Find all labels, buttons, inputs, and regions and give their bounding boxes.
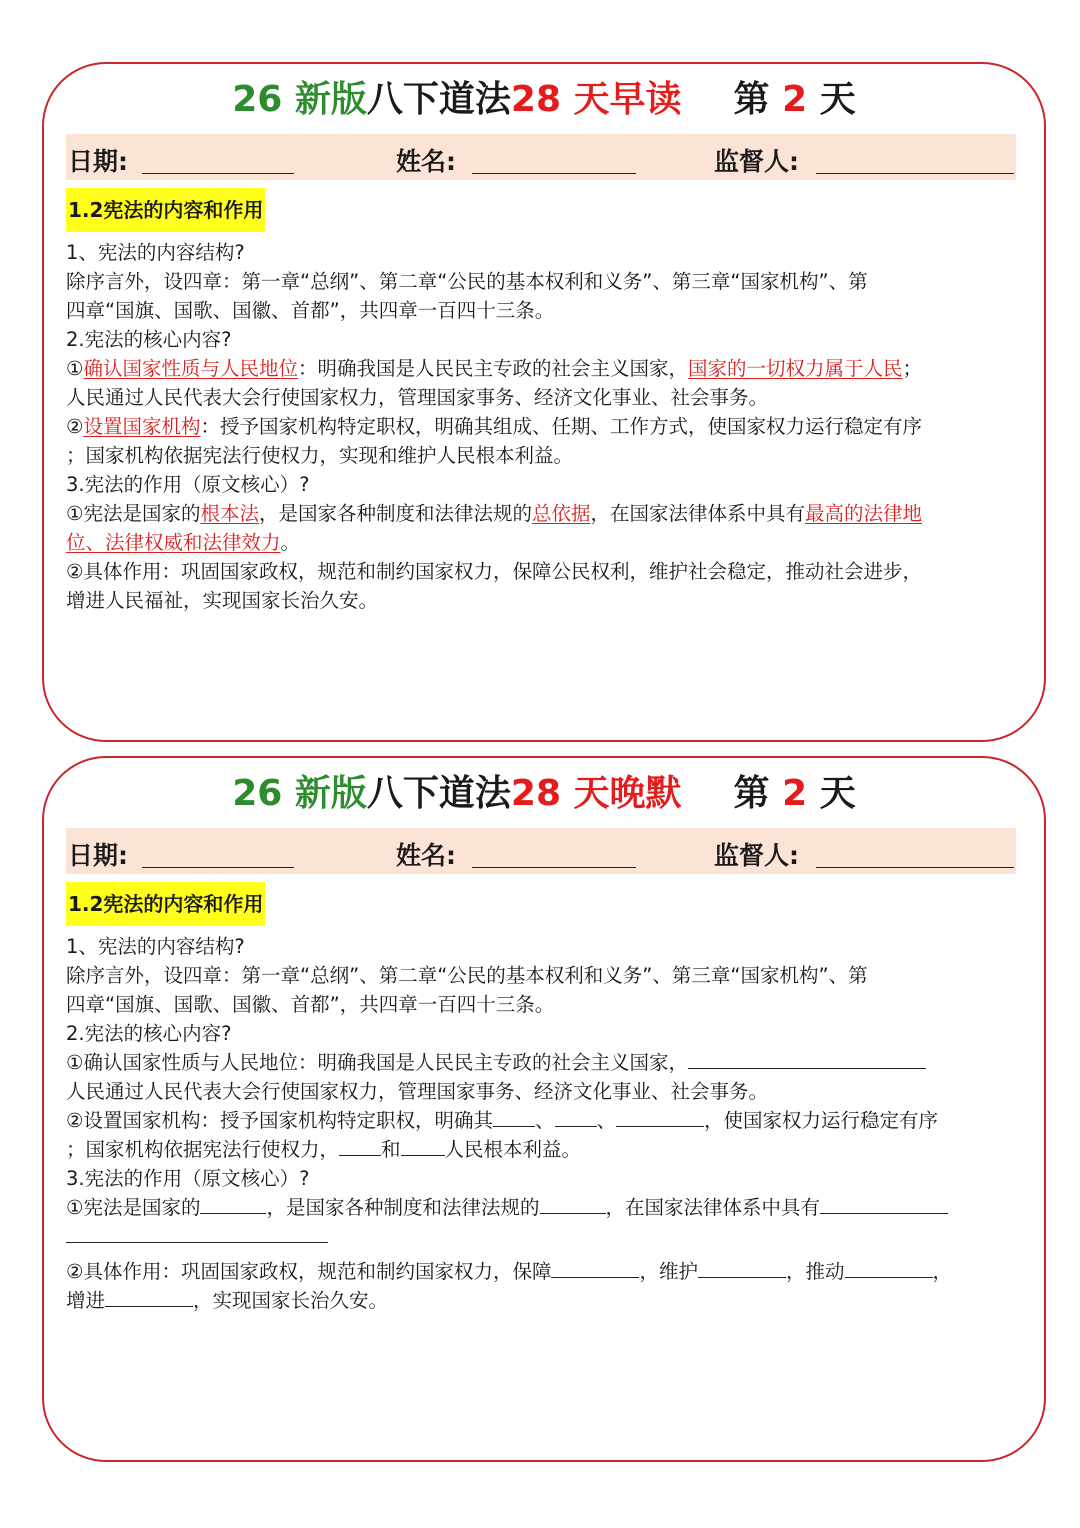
supervisor-field[interactable] [816, 173, 1014, 174]
text-line: 增进 ，实现国家长治久安。 [66, 1289, 389, 1312]
text-line: 人民通过人民代表大会行使国家权力，管理国家事务、经济文化事业、社会事务。 [66, 386, 769, 409]
card-body [66, 932, 1026, 1315]
fill-blank[interactable] [339, 1137, 381, 1156]
text-line: 3.宪法的作用（原文核心）? [66, 473, 310, 496]
section-tag: 1.2宪法的内容和作用 [66, 882, 265, 926]
morning-reading-card [42, 62, 1046, 742]
fill-blank[interactable] [555, 1108, 597, 1127]
fill-blank[interactable] [820, 1195, 948, 1214]
text-line: 增进人民福祉，实现国家长治久安。 [66, 589, 379, 612]
name-label: 姓名: [396, 147, 456, 176]
supervisor-label: 监督人: [714, 147, 799, 176]
text-line: ①宪法是国家的 ，是国家各种制度和法律法规的 ，在国家法律体系中具有 [66, 1193, 1026, 1222]
text-line: 四章“国旗、国歌、国徽、首都”，共四章一百四十三条。 [66, 299, 555, 322]
name-field[interactable] [472, 173, 636, 174]
info-bar [66, 828, 1016, 874]
fill-blank[interactable] [616, 1108, 704, 1127]
supervisor-label: 监督人: [714, 841, 799, 870]
date-field[interactable] [142, 173, 294, 174]
text-line: ；国家机构依据宪法行使权力， 和 人民根本利益。 [66, 1138, 582, 1161]
highlight-text: 最高的法律地 [805, 502, 923, 525]
text-line [66, 1222, 1026, 1251]
highlight-text: 设置国家机构 [83, 415, 201, 438]
text-line: ②具体作用：巩固国家政权，规范和制约国家权力，保障 ，维护 ，推动 ， [66, 1260, 953, 1283]
text-line: ①宪法是国家的根本法，是国家各种制度和法律法规的总依据，在国家法律体系中具有最高的法律地 [66, 502, 923, 525]
highlight-text: 位、法律权威和法律效力 [66, 531, 281, 554]
text-line: 2.宪法的核心内容? [66, 328, 232, 351]
text-line: 位、法律权威和法律效力。 [66, 531, 301, 554]
text-line: 1、宪法的内容结构? [66, 241, 245, 264]
text-line: 1、宪法的内容结构? [66, 935, 245, 958]
date-label: 日期: [68, 147, 128, 176]
text-line: ②设置国家机构：授予国家机构特定职权，明确其 、 、 ，使国家权力运行稳定有序 [66, 1109, 939, 1132]
text-line: ②具体作用：巩固国家政权，规范和制约国家权力，保障公民权利，维护社会稳定，推动社会进步， [66, 560, 922, 583]
section-tag: 1.2宪法的内容和作用 [66, 188, 265, 232]
fill-blank[interactable] [540, 1195, 606, 1214]
fill-blank[interactable] [688, 1050, 926, 1069]
text-line: 除序言外，设四章：第一章“总纲”、第二章“公民的基本权利和义务”、第三章“国家机构”、第 [66, 270, 868, 293]
name-label: 姓名: [396, 841, 456, 870]
info-bar [66, 134, 1016, 180]
fill-blank[interactable] [845, 1259, 933, 1278]
name-field[interactable] [472, 867, 636, 868]
text-line: ②设置国家机构：授予国家机构特定职权，明确其组成、任期、工作方式，使国家权力运行稳定有序 [66, 415, 923, 438]
fill-blank[interactable] [551, 1259, 639, 1278]
text-line: 人民通过人民代表大会行使国家权力，管理国家事务、经济文化事业、社会事务。 [66, 1080, 769, 1103]
fill-blank[interactable] [66, 1224, 328, 1243]
date-field[interactable] [142, 867, 294, 868]
text-line: ①确认国家性质与人民地位：明确我国是人民民主专政的社会主义国家，国家的一切权力属于人民； [66, 357, 923, 380]
evening-dictation-card [42, 756, 1046, 1462]
date-label: 日期: [68, 841, 128, 870]
fill-blank[interactable] [698, 1259, 786, 1278]
text-line: 除序言外，设四章：第一章“总纲”、第二章“公民的基本权利和义务”、第三章“国家机构”、第 [66, 964, 868, 987]
fill-blank[interactable] [105, 1288, 193, 1307]
card-title: 26 新版八下道法28 天晚默 第 2 天 [232, 773, 856, 814]
text-line: 3.宪法的作用（原文核心）? [66, 1167, 310, 1190]
fill-blank[interactable] [200, 1195, 266, 1214]
highlight-text: 确认国家性质与人民地位 [83, 357, 298, 380]
card-title: 26 新版八下道法28 天早读 第 2 天 [232, 79, 856, 120]
highlight-text: 总依据 [532, 502, 591, 525]
supervisor-field[interactable] [816, 867, 1014, 868]
text-line: ①确认国家性质与人民地位：明确我国是人民民主专政的社会主义国家， [66, 1048, 1026, 1077]
highlight-text: 国家的一切权力属于人民 [688, 357, 903, 380]
highlight-text: 根本法 [200, 502, 259, 525]
fill-blank[interactable] [493, 1108, 535, 1127]
text-line: 2.宪法的核心内容? [66, 1022, 232, 1045]
card-body [66, 238, 1026, 615]
fill-blank[interactable] [401, 1137, 445, 1156]
text-line: ；国家机构依据宪法行使权力，实现和维护人民根本利益。 [66, 444, 574, 467]
text-line: 四章“国旗、国歌、国徽、首都”，共四章一百四十三条。 [66, 993, 555, 1016]
